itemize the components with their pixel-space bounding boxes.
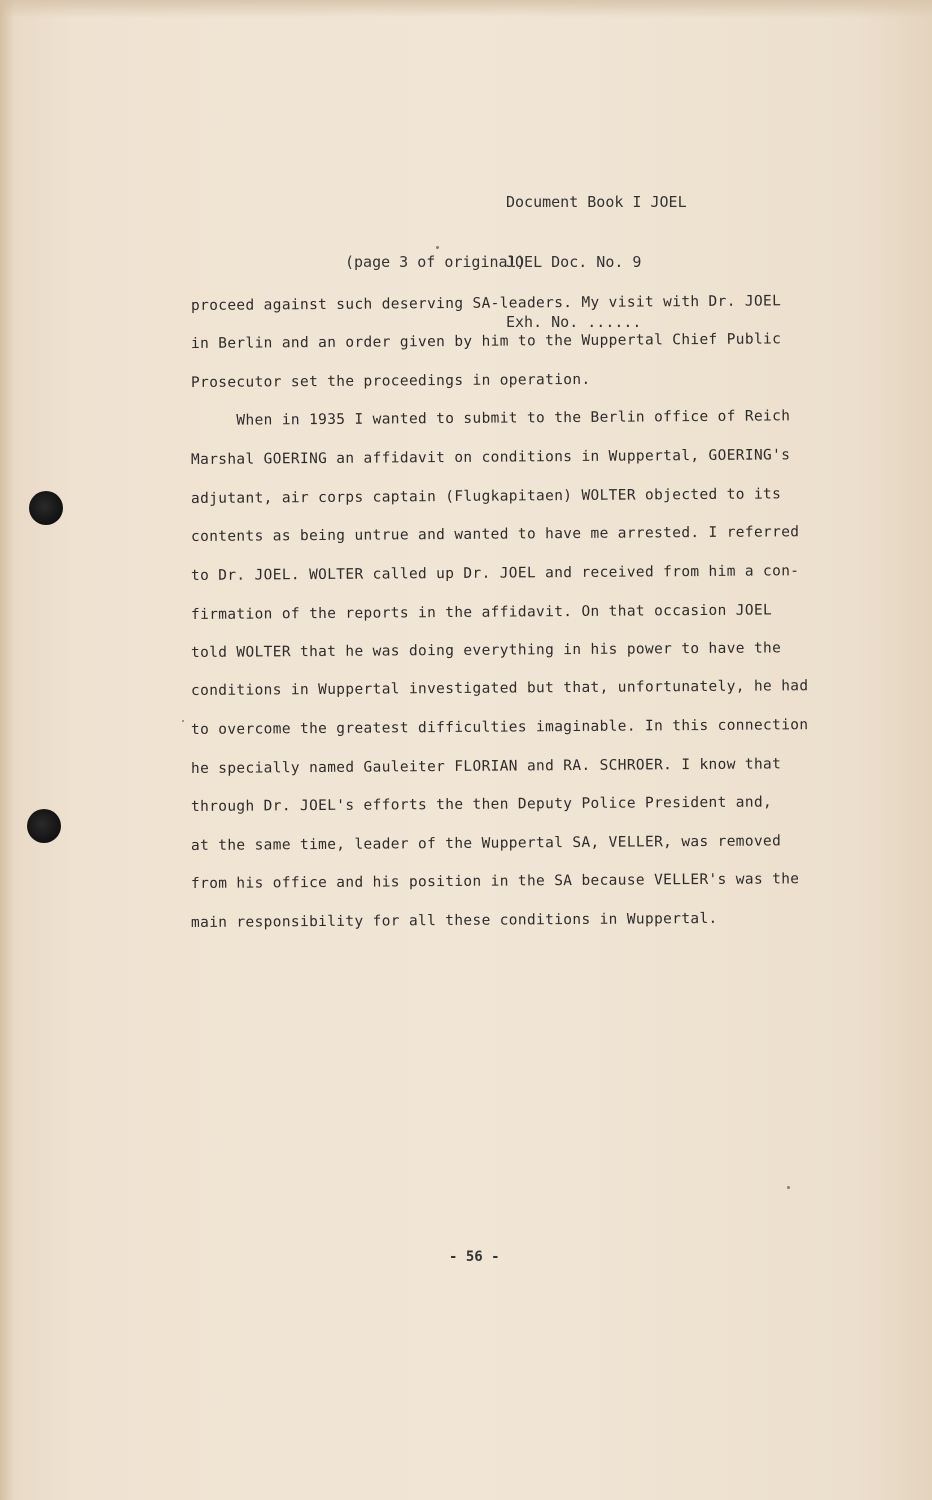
body-line: proceed against such deserving SA-leaders. My visit with Dr. JOEL [190, 293, 782, 314]
body-line: to overcome the greatest difficulties imaginable. In this connection [190, 717, 809, 738]
body-line: told WOLTER that he was doing everything in his power to have the [190, 640, 782, 661]
paper-speck [436, 246, 439, 249]
body-line: Prosecutor set the proceedings in operation. [190, 371, 591, 391]
page-number: - 56 - [449, 1249, 500, 1265]
body-line: he specially named Gauleiter FLORIAN and RA. SCHROER. I know that [190, 756, 782, 777]
body-line: adjutant, air corps captain (Flugkapitaen) WOLTER objected to its [190, 486, 782, 507]
body-line: conditions in Wuppertal investigated but that, unfortunately, he had [190, 678, 809, 699]
body-line: main responsibility for all these conditions in Wuppertal. [190, 910, 718, 931]
body-line: Marshal GOERING an affidavit on conditions in Wuppertal, GOERING's [190, 447, 791, 468]
body-line: When in 1935 I wanted to submit to the Berlin office of Reich [190, 408, 791, 429]
body-line: at the same time, leader of the Wuppertal SA, VELLER, was removed [190, 833, 782, 854]
document-header [506, 152, 687, 352]
body-line: contents as being untrue and wanted to have me arrested. I referred [190, 524, 800, 545]
header-document-book: Document Book I JOEL [506, 193, 687, 211]
body-line: from his office and his position in the SA because VELLER's was the [190, 871, 800, 892]
page-left-edge [0, 0, 14, 1500]
punch-hole-bottom [27, 809, 61, 843]
body-line: firmation of the reports in the affidavit. On that occasion JOEL [190, 602, 773, 623]
body-line: in Berlin and an order given by him to the Wuppertal Chief Public [190, 331, 782, 352]
paper-speck [787, 1186, 790, 1189]
body-line: to Dr. JOEL. WOLTER called up Dr. JOEL and received from him a con- [190, 563, 800, 584]
header-exhibit-number: Exh. No. ...... [506, 313, 642, 331]
page-top-edge [0, 0, 932, 18]
body-line: through Dr. JOEL's efforts the then Deputy Police President and, [190, 794, 773, 815]
page-reference: (page 3 of original) [345, 253, 526, 271]
punch-hole-top [29, 491, 63, 525]
paper-speck [182, 720, 184, 722]
header-doc-number: JOEL Doc. No. 9 [506, 253, 642, 271]
